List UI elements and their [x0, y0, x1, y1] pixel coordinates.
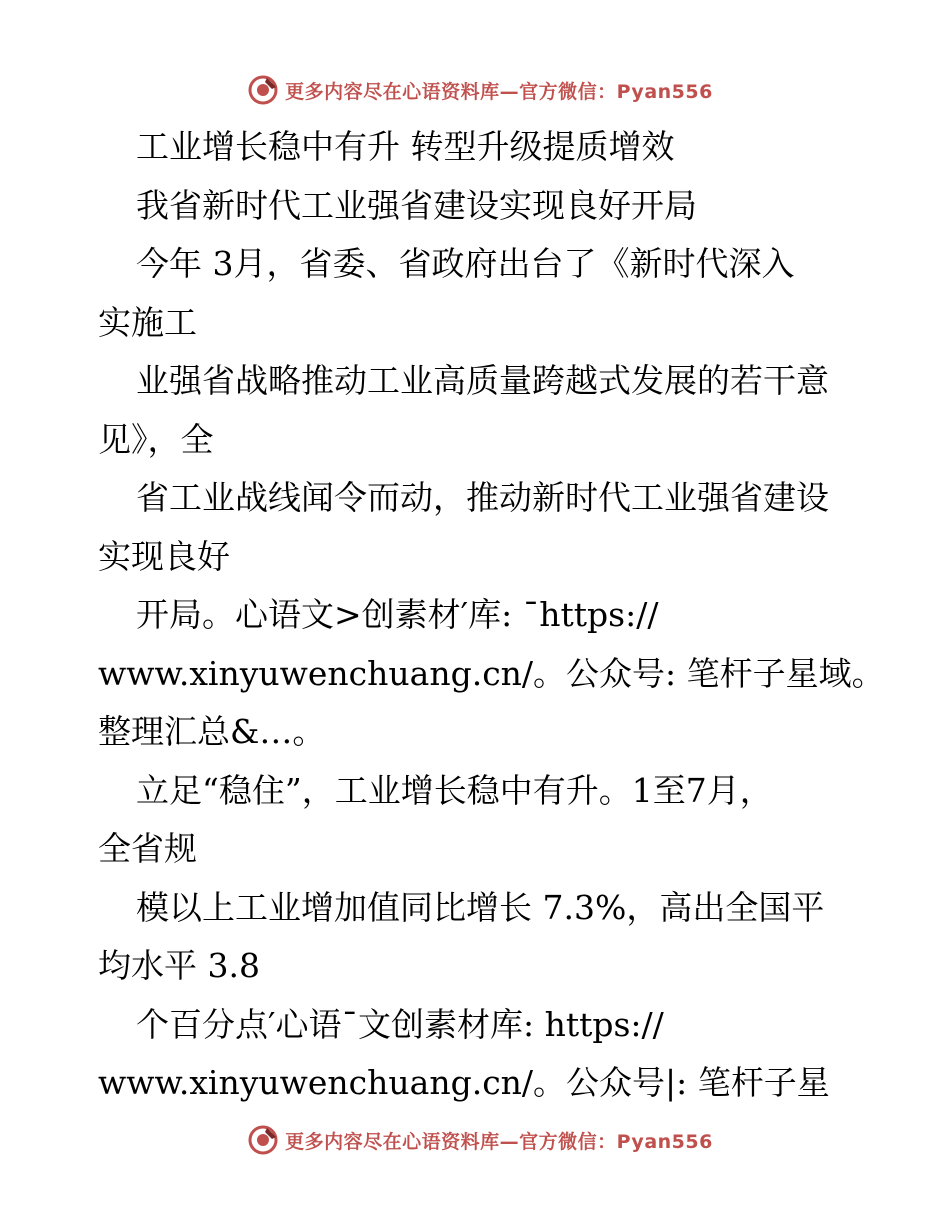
document-body — [98, 118, 885, 1113]
body-line: 模以上工业增加值同比增长 7.3%，高出全国平 — [136, 887, 825, 927]
body-line: 见》，全 — [98, 419, 214, 459]
body-line: 实现良好 — [98, 536, 230, 576]
body-line: www.xinyuwenchuang.cn/。公众号: 笔杆子星域。 — [98, 653, 885, 693]
brush-logo-icon — [247, 74, 279, 106]
banner-text: 更多内容尽在心语资料库—官方微信：Pyan556 — [285, 80, 713, 103]
body-line: 省工业战线闻令而动，推动新时代工业强省建设 — [136, 478, 829, 517]
brush-logo-icon — [247, 1124, 279, 1156]
header-banner — [0, 70, 950, 110]
body-line: www.xinyuwenchuang.cn/。公众号|: 笔杆子星 — [98, 1063, 830, 1102]
body-line: 全省规 — [98, 829, 197, 868]
body-line: 均水平 3.8 — [98, 946, 260, 985]
banner-text: 更多内容尽在心语资料库—官方微信：Pyan556 — [285, 1130, 713, 1153]
body-line: 整理汇总&…。 — [98, 712, 326, 751]
body-line: 开局。心语文>创素材′库: ¯https:// — [136, 595, 659, 634]
body-line: 实施工 — [98, 302, 197, 342]
body-line: 今年 3月，省委、省政府出台了《新时代深入 — [136, 244, 795, 283]
body-line: 业强省战略推动工业高质量跨越式发展的若干意 — [136, 361, 829, 400]
body-line: 个百分点′心语¯文创素材库: https:// — [136, 1004, 664, 1044]
body-line: 我省新时代工业强省建设实现良好开局 — [136, 185, 697, 225]
footer-banner — [0, 1120, 950, 1160]
body-line: 立足“稳住”，工业增长稳中有升。1至7月， — [136, 770, 773, 810]
body-line: 工业增长稳中有升 转型升级提质增效 — [136, 127, 675, 166]
